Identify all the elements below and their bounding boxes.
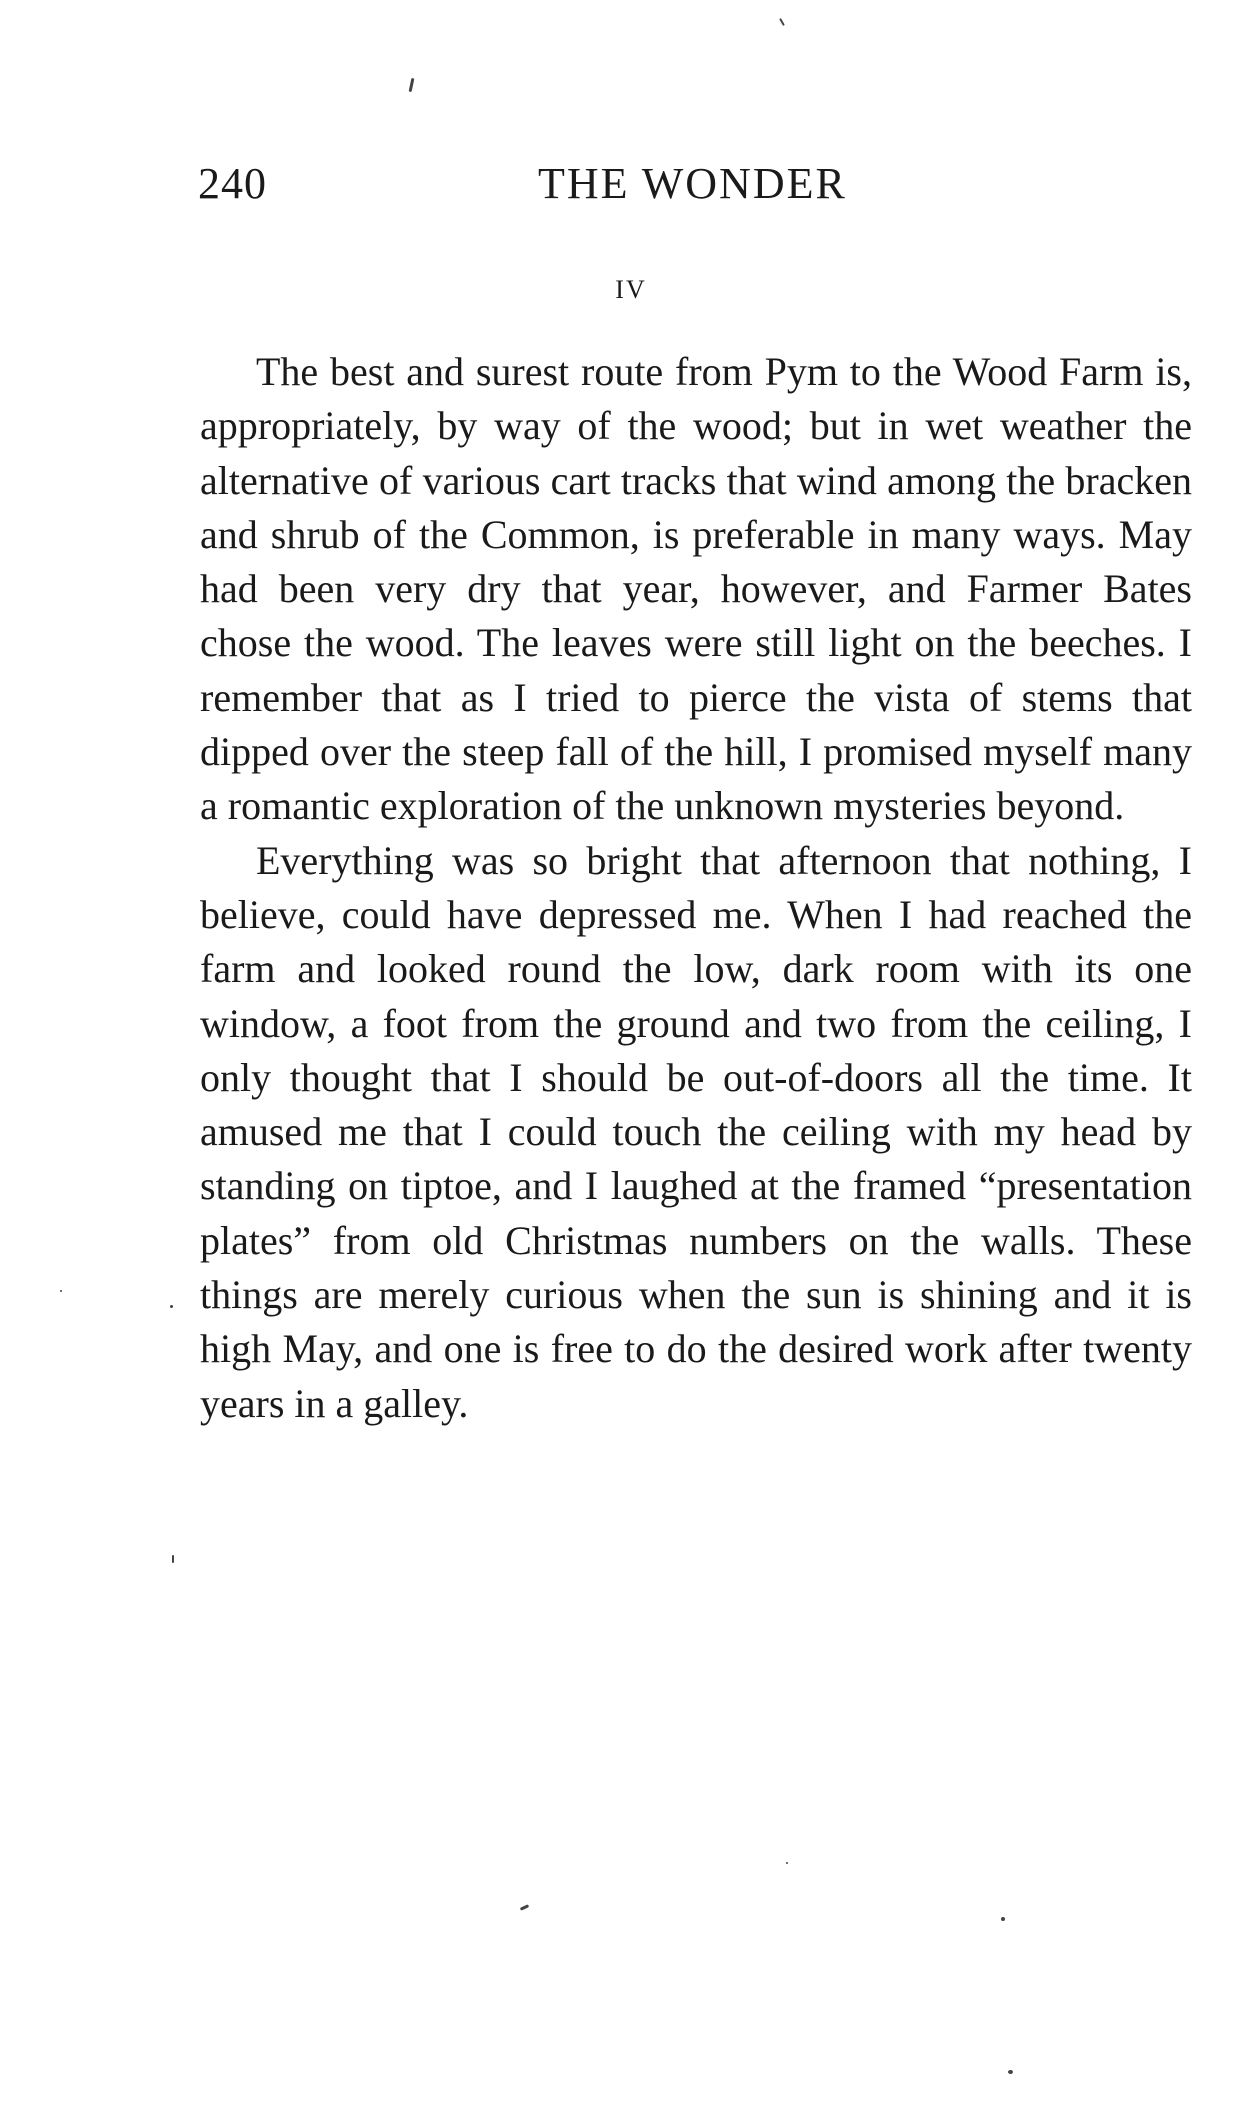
scan-speck: [60, 1290, 62, 1292]
scan-speck: [1008, 2070, 1013, 2074]
scan-speck: [1001, 1917, 1005, 1921]
paragraph: The best and surest route from Pym to the Wood Farm is, appropriately, by way of the wood; but in wet weather the alternative of various cart tracks that wind among the bracken and shrub of the Common, is preferable in many ways. May had been very dry that year, however, and Farmer Bates chose the wood. The leaves were still light on the beeches. I remember that as I tried to pierce the vista of stems that dipped over the steep fall of the hill, I promised myself many a romantic exploration of the unknown mysteries beyond.: [200, 349, 1192, 829]
section-number: IV: [615, 275, 647, 304]
scan-speck: [170, 1305, 173, 1308]
scan-speck: [779, 18, 785, 26]
page-header: [198, 158, 1198, 218]
body-text: [200, 345, 1192, 1431]
running-head: THE WONDER: [538, 159, 847, 208]
page-number: 240: [198, 159, 267, 208]
scan-speck: [786, 1862, 788, 1864]
scan-speck: [172, 1555, 174, 1563]
paragraph: Everything was so bright that afternoon that nothing, I believe, could have depressed me. When I had reached the farm and looked round the low, dark room with its one window, a foot from the ground and two from the ceiling, I only thought that I should be out-of-doors all the time. It amused me that I could touch the ceiling with my head by standing on tiptoe, and I laughed at the framed “presentation plates” from old Christmas numbers on the walls. These things are merely curious when the sun is shining and it is high May, and one is free to do the desired work after twenty years in a galley.: [200, 837, 1192, 1426]
scan-speck: [520, 1904, 529, 1911]
scan-speck: [409, 78, 415, 92]
